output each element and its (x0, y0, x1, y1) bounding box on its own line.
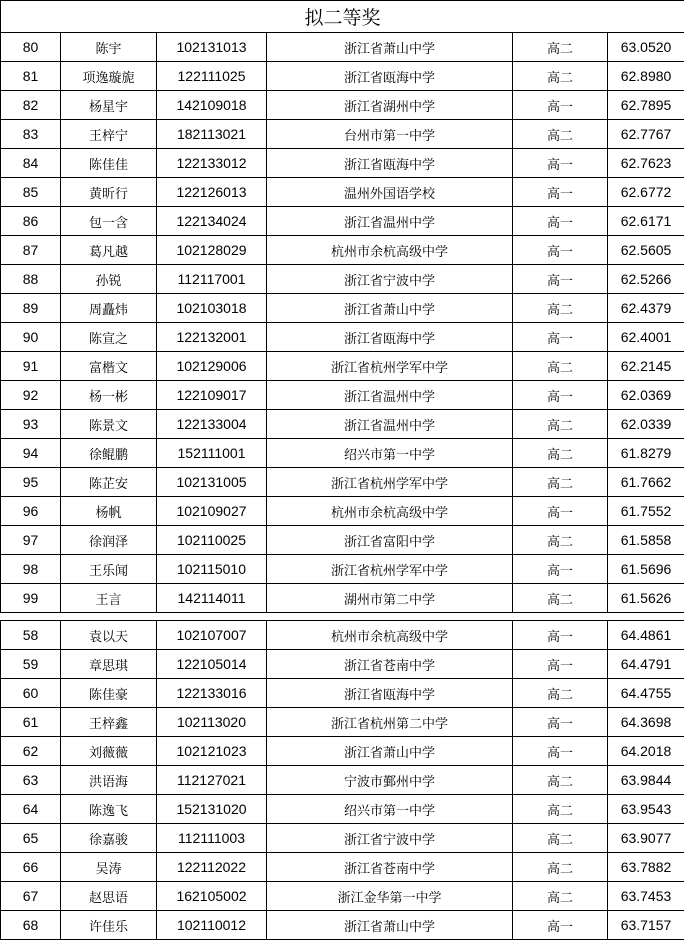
exam-id-cell: 102107007 (157, 621, 267, 650)
exam-id-cell: 122132001 (157, 323, 267, 352)
score-cell: 61.7662 (608, 468, 684, 497)
grade-cell: 高二 (513, 584, 608, 613)
grade-cell: 高一 (513, 708, 608, 737)
exam-id-cell: 142109018 (157, 91, 267, 120)
exam-id-cell: 102109027 (157, 497, 267, 526)
exam-id-cell: 122111025 (157, 62, 267, 91)
grade-cell: 高二 (513, 679, 608, 708)
rank-cell: 93 (1, 410, 61, 439)
rank-cell: 65 (1, 824, 61, 853)
table-row (1, 236, 684, 265)
award-title: 拟二等奖 (1, 1, 684, 33)
grade-cell: 高一 (513, 236, 608, 265)
rank-cell: 59 (1, 650, 61, 679)
rank-cell: 98 (1, 555, 61, 584)
school-cell: 浙江省萧山中学 (267, 33, 513, 62)
grade-cell: 高二 (513, 352, 608, 381)
name-cell: 吴涛 (61, 853, 157, 882)
grade-cell: 高一 (513, 555, 608, 584)
exam-id-cell: 122126013 (157, 178, 267, 207)
score-cell: 62.7767 (608, 120, 684, 149)
exam-id-cell: 122109017 (157, 381, 267, 410)
exam-id-cell: 102110012 (157, 911, 267, 940)
school-cell: 台州市第一中学 (267, 120, 513, 149)
score-cell: 64.4861 (608, 621, 684, 650)
grade-cell: 高二 (513, 526, 608, 555)
score-cell: 62.2145 (608, 352, 684, 381)
school-cell: 杭州市余杭高级中学 (267, 621, 513, 650)
school-cell: 绍兴市第一中学 (267, 439, 513, 468)
rank-cell: 66 (1, 853, 61, 882)
grade-cell: 高二 (513, 294, 608, 323)
grade-cell: 高二 (513, 33, 608, 62)
exam-id-cell: 102113020 (157, 708, 267, 737)
name-cell: 项逸璇旎 (61, 62, 157, 91)
exam-id-cell: 122133012 (157, 149, 267, 178)
score-cell: 64.4791 (608, 650, 684, 679)
rank-cell: 81 (1, 62, 61, 91)
score-cell: 62.0369 (608, 381, 684, 410)
table-row (1, 795, 684, 824)
exam-id-cell: 142114011 (157, 584, 267, 613)
rank-cell: 63 (1, 766, 61, 795)
school-cell: 浙江省瓯海中学 (267, 679, 513, 708)
grade-cell: 高二 (513, 62, 608, 91)
school-cell: 浙江省瓯海中学 (267, 149, 513, 178)
score-cell: 62.0339 (608, 410, 684, 439)
score-cell: 64.2018 (608, 737, 684, 766)
school-cell: 绍兴市第一中学 (267, 795, 513, 824)
table-row (1, 584, 684, 613)
rank-cell: 87 (1, 236, 61, 265)
rank-cell: 97 (1, 526, 61, 555)
table-row (1, 497, 684, 526)
grade-cell: 高一 (513, 323, 608, 352)
rank-cell: 99 (1, 584, 61, 613)
grade-cell: 高二 (513, 882, 608, 911)
school-cell: 浙江省宁波中学 (267, 265, 513, 294)
score-cell: 61.7552 (608, 497, 684, 526)
score-cell: 63.7157 (608, 911, 684, 940)
name-cell: 袁以天 (61, 621, 157, 650)
name-cell: 刘薇薇 (61, 737, 157, 766)
name-cell: 王梓鑫 (61, 708, 157, 737)
table-row (1, 824, 684, 853)
exam-id-cell: 122133016 (157, 679, 267, 708)
score-cell: 64.3698 (608, 708, 684, 737)
school-cell: 浙江省温州中学 (267, 207, 513, 236)
name-cell: 黄昕行 (61, 178, 157, 207)
score-cell: 63.0520 (608, 33, 684, 62)
name-cell: 葛凡越 (61, 236, 157, 265)
table-row (1, 679, 684, 708)
table-row (1, 555, 684, 584)
table-row (1, 650, 684, 679)
score-cell: 62.5266 (608, 265, 684, 294)
name-cell: 孙锐 (61, 265, 157, 294)
score-cell: 62.4379 (608, 294, 684, 323)
rank-cell: 84 (1, 149, 61, 178)
school-cell: 浙江省富阳中学 (267, 526, 513, 555)
name-cell: 陈宇 (61, 33, 157, 62)
table-row (1, 381, 684, 410)
score-cell: 62.4001 (608, 323, 684, 352)
name-cell: 陈逸飞 (61, 795, 157, 824)
score-cell: 61.5696 (608, 555, 684, 584)
school-cell: 杭州市余杭高级中学 (267, 236, 513, 265)
score-cell: 64.4755 (608, 679, 684, 708)
name-cell: 陈景文 (61, 410, 157, 439)
grade-cell: 高二 (513, 824, 608, 853)
rank-cell: 85 (1, 178, 61, 207)
grade-cell: 高一 (513, 149, 608, 178)
school-cell: 浙江省瓯海中学 (267, 62, 513, 91)
rank-cell: 88 (1, 265, 61, 294)
rank-cell: 83 (1, 120, 61, 149)
grade-cell: 高一 (513, 621, 608, 650)
exam-id-cell: 112117001 (157, 265, 267, 294)
award-table-part-2 (0, 620, 684, 940)
exam-id-cell: 122133004 (157, 410, 267, 439)
name-cell: 徐润泽 (61, 526, 157, 555)
rank-cell: 94 (1, 439, 61, 468)
table-row (1, 178, 684, 207)
table-row (1, 62, 684, 91)
school-cell: 浙江省萧山中学 (267, 737, 513, 766)
exam-id-cell: 122105014 (157, 650, 267, 679)
table-row (1, 149, 684, 178)
rank-cell: 60 (1, 679, 61, 708)
score-cell: 62.8980 (608, 62, 684, 91)
school-cell: 浙江省杭州学军中学 (267, 555, 513, 584)
grade-cell: 高二 (513, 410, 608, 439)
name-cell: 周矗炜 (61, 294, 157, 323)
name-cell: 赵思语 (61, 882, 157, 911)
score-cell: 63.9077 (608, 824, 684, 853)
school-cell: 浙江省温州中学 (267, 381, 513, 410)
table-row (1, 207, 684, 236)
exam-id-cell: 102131005 (157, 468, 267, 497)
rank-cell: 92 (1, 381, 61, 410)
score-cell: 61.5858 (608, 526, 684, 555)
rank-cell: 89 (1, 294, 61, 323)
name-cell: 杨一彬 (61, 381, 157, 410)
table-row (1, 323, 684, 352)
exam-id-cell: 112111003 (157, 824, 267, 853)
table-row (1, 33, 684, 62)
rank-cell: 61 (1, 708, 61, 737)
rank-cell: 67 (1, 882, 61, 911)
exam-id-cell: 152131020 (157, 795, 267, 824)
table-row (1, 853, 684, 882)
school-cell: 浙江省杭州学军中学 (267, 352, 513, 381)
exam-id-cell: 102128029 (157, 236, 267, 265)
table-row (1, 911, 684, 940)
name-cell: 王言 (61, 584, 157, 613)
school-cell: 浙江省瓯海中学 (267, 323, 513, 352)
rank-cell: 86 (1, 207, 61, 236)
grade-cell: 高一 (513, 650, 608, 679)
table-row (1, 621, 684, 650)
school-cell: 浙江省苍南中学 (267, 650, 513, 679)
exam-id-cell: 102103018 (157, 294, 267, 323)
exam-id-cell: 152111001 (157, 439, 267, 468)
rank-cell: 68 (1, 911, 61, 940)
grade-cell: 高一 (513, 91, 608, 120)
score-cell: 62.6772 (608, 178, 684, 207)
score-cell: 62.7623 (608, 149, 684, 178)
school-cell: 宁波市鄞州中学 (267, 766, 513, 795)
rank-cell: 64 (1, 795, 61, 824)
school-cell: 浙江省萧山中学 (267, 294, 513, 323)
score-cell: 62.5605 (608, 236, 684, 265)
table-row (1, 737, 684, 766)
exam-id-cell: 102110025 (157, 526, 267, 555)
exam-id-cell: 162105002 (157, 882, 267, 911)
name-cell: 杨星宇 (61, 91, 157, 120)
table-row (1, 439, 684, 468)
exam-id-cell: 112127021 (157, 766, 267, 795)
rank-cell: 95 (1, 468, 61, 497)
exam-id-cell: 122134024 (157, 207, 267, 236)
score-cell: 63.9844 (608, 766, 684, 795)
school-cell: 浙江金华第一中学 (267, 882, 513, 911)
score-cell: 63.7882 (608, 853, 684, 882)
rank-cell: 80 (1, 33, 61, 62)
score-cell: 63.7453 (608, 882, 684, 911)
table-row (1, 708, 684, 737)
name-cell: 章思琪 (61, 650, 157, 679)
table-row (1, 91, 684, 120)
rank-cell: 91 (1, 352, 61, 381)
grade-cell: 高一 (513, 265, 608, 294)
school-cell: 浙江省宁波中学 (267, 824, 513, 853)
exam-id-cell: 102121023 (157, 737, 267, 766)
school-cell: 温州外国语学校 (267, 178, 513, 207)
school-cell: 浙江省湖州中学 (267, 91, 513, 120)
grade-cell: 高二 (513, 853, 608, 882)
name-cell: 陈佳豪 (61, 679, 157, 708)
exam-id-cell: 102129006 (157, 352, 267, 381)
exam-id-cell: 182113021 (157, 120, 267, 149)
rank-cell: 96 (1, 497, 61, 526)
name-cell: 陈宣之 (61, 323, 157, 352)
table-row (1, 120, 684, 149)
name-cell: 徐嘉骏 (61, 824, 157, 853)
grade-cell: 高一 (513, 178, 608, 207)
grade-cell: 高二 (513, 468, 608, 497)
name-cell: 陈芷安 (61, 468, 157, 497)
table-row (1, 882, 684, 911)
school-cell: 浙江省苍南中学 (267, 853, 513, 882)
grade-cell: 高一 (513, 911, 608, 940)
school-cell: 浙江省杭州第二中学 (267, 708, 513, 737)
rank-cell: 82 (1, 91, 61, 120)
grade-cell: 高二 (513, 795, 608, 824)
name-cell: 徐鲲鹏 (61, 439, 157, 468)
rank-cell: 58 (1, 621, 61, 650)
name-cell: 洪语海 (61, 766, 157, 795)
table-row (1, 766, 684, 795)
grade-cell: 高二 (513, 120, 608, 149)
name-cell: 王梓宁 (61, 120, 157, 149)
exam-id-cell: 102115010 (157, 555, 267, 584)
name-cell: 王乐闻 (61, 555, 157, 584)
table-row (1, 294, 684, 323)
score-cell: 62.6171 (608, 207, 684, 236)
name-cell: 陈佳佳 (61, 149, 157, 178)
score-cell: 62.7895 (608, 91, 684, 120)
school-cell: 杭州市余杭高级中学 (267, 497, 513, 526)
table-row (1, 526, 684, 555)
table-row (1, 410, 684, 439)
grade-cell: 高一 (513, 207, 608, 236)
rank-cell: 62 (1, 737, 61, 766)
school-cell: 湖州市第二中学 (267, 584, 513, 613)
name-cell: 杨帆 (61, 497, 157, 526)
exam-id-cell: 122112022 (157, 853, 267, 882)
grade-cell: 高二 (513, 766, 608, 795)
grade-cell: 高一 (513, 497, 608, 526)
school-cell: 浙江省杭州学军中学 (267, 468, 513, 497)
table-row (1, 265, 684, 294)
score-cell: 61.5626 (608, 584, 684, 613)
name-cell: 包一含 (61, 207, 157, 236)
table-row (1, 352, 684, 381)
grade-cell: 高一 (513, 381, 608, 410)
grade-cell: 高一 (513, 737, 608, 766)
score-cell: 63.9543 (608, 795, 684, 824)
name-cell: 富楷文 (61, 352, 157, 381)
table-row (1, 468, 684, 497)
school-cell: 浙江省萧山中学 (267, 911, 513, 940)
exam-id-cell: 102131013 (157, 33, 267, 62)
rank-cell: 90 (1, 323, 61, 352)
name-cell: 许佳乐 (61, 911, 157, 940)
grade-cell: 高二 (513, 439, 608, 468)
score-cell: 61.8279 (608, 439, 684, 468)
school-cell: 浙江省温州中学 (267, 410, 513, 439)
